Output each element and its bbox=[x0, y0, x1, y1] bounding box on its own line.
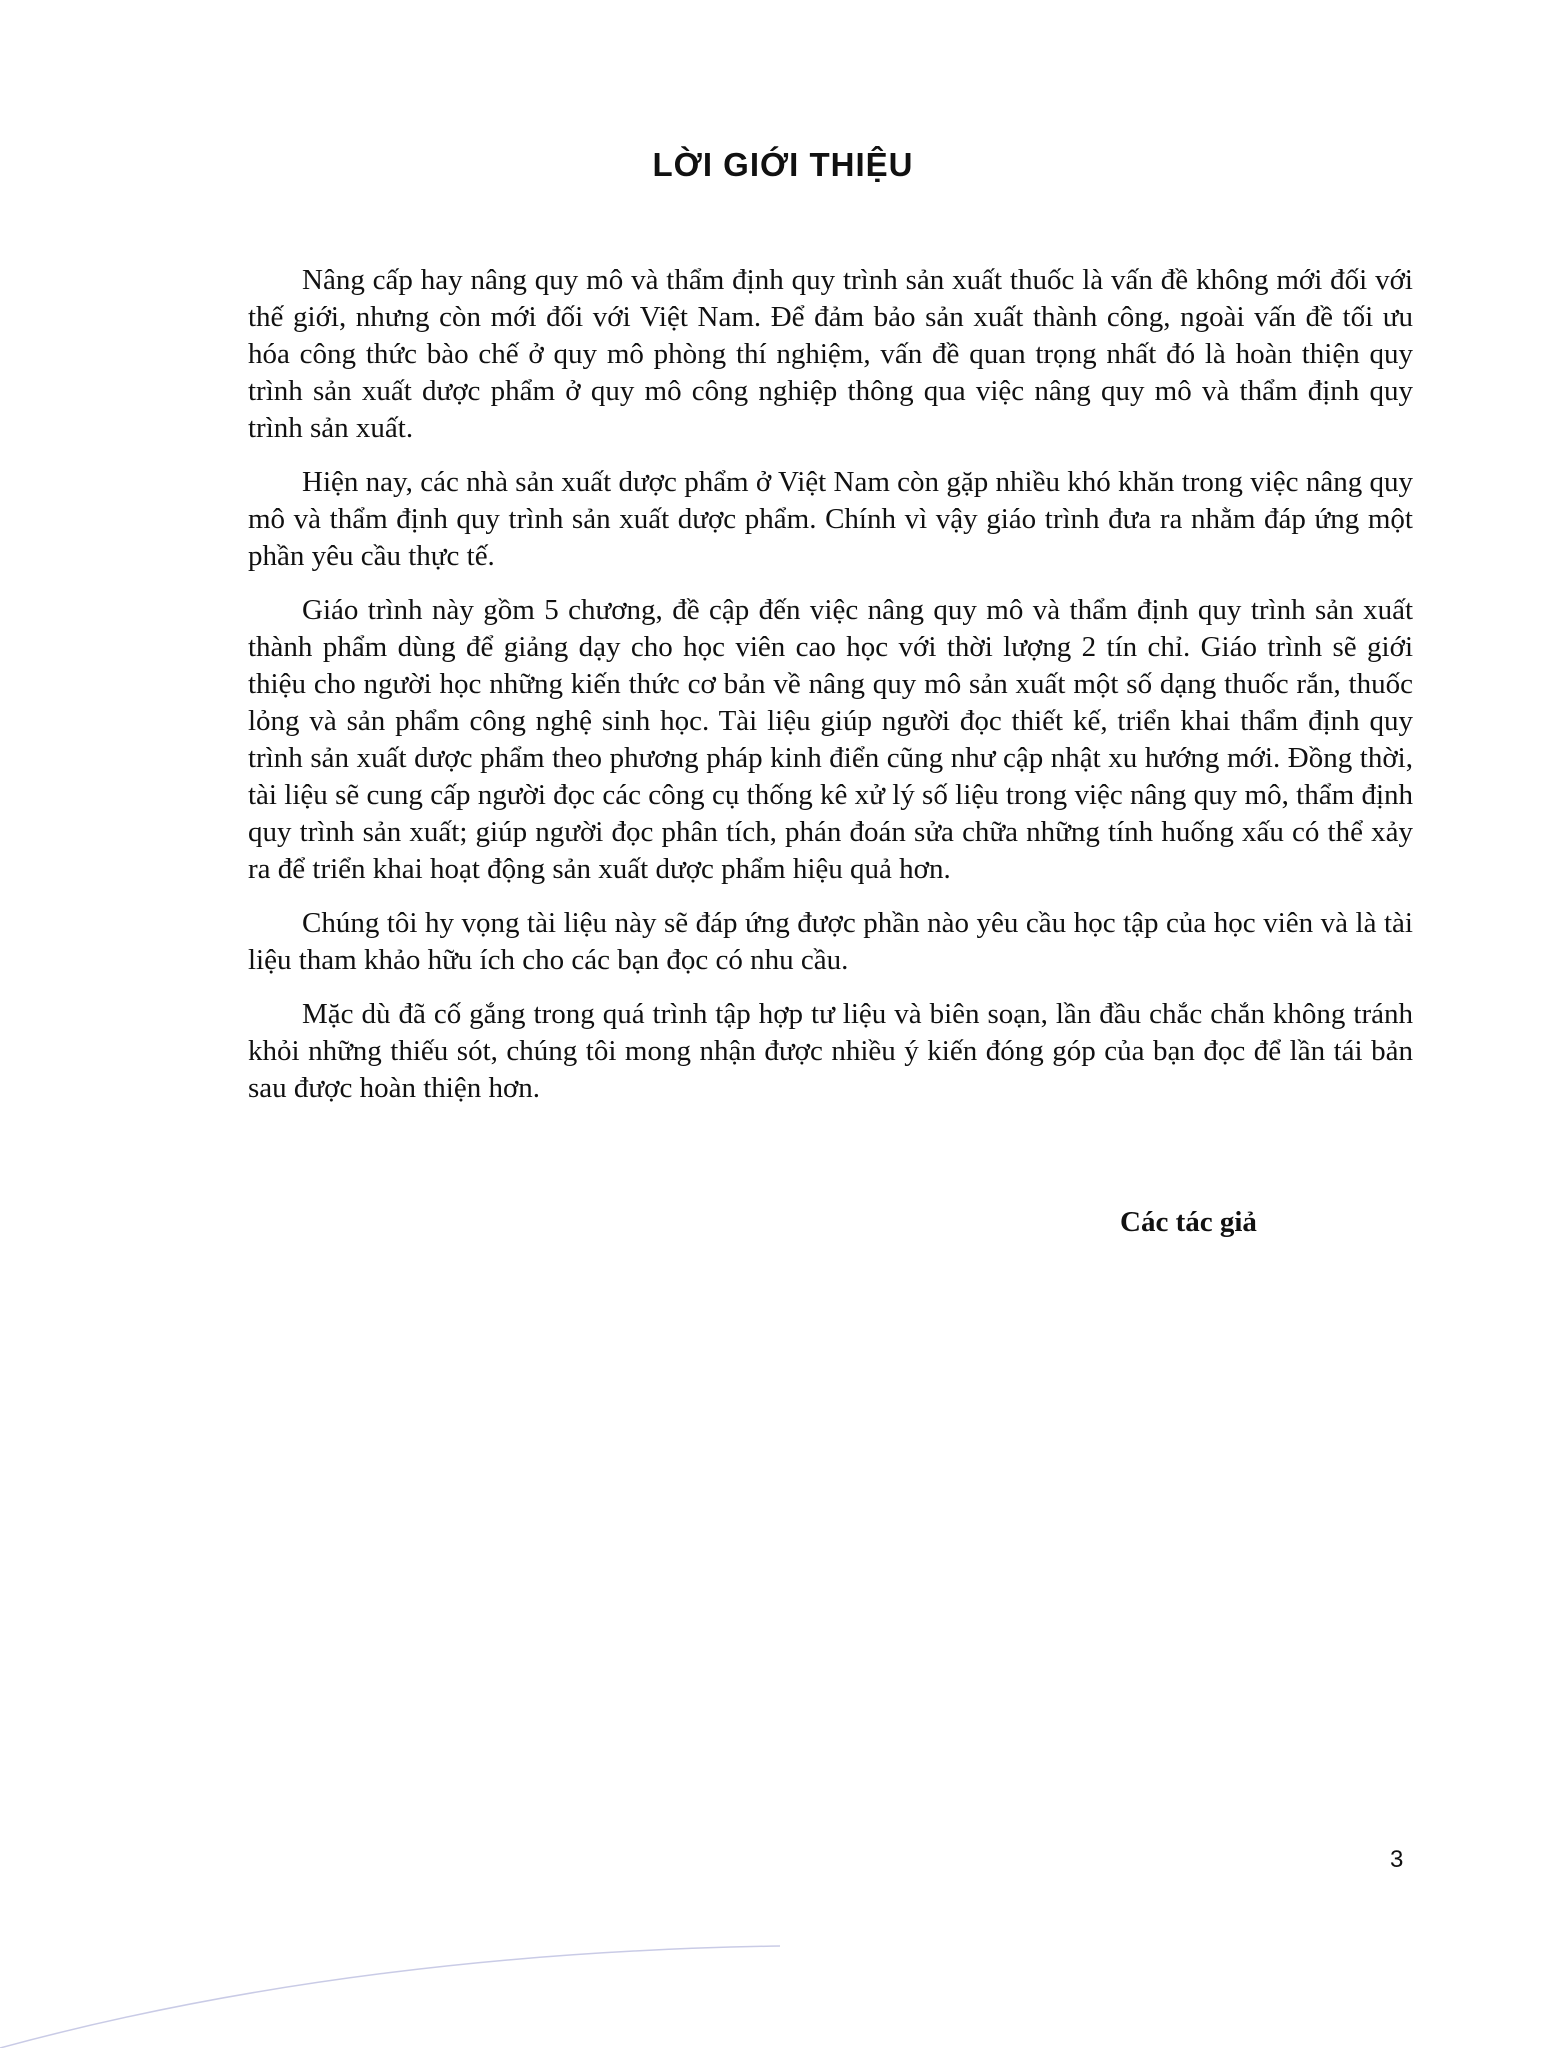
paragraph-2: Hiện nay, các nhà sản xuất dược phẩm ở Việt Nam còn gặp nhiều khó khăn trong việc nâng quy mô và thẩm định quy trình sản xuất dược phẩm. Chính vì vậy giáo trình đưa ra nhằm đáp ứng một phần yêu cầu thực tế. bbox=[248, 466, 1413, 572]
scan-edge-curve bbox=[0, 1940, 1566, 2048]
paragraph-4: Chúng tôi hy vọng tài liệu này sẽ đáp ứng được phần nào yêu cầu học tập của học viên và là tài liệu tham khảo hữu ích cho các bạn đọc có nhu cầu. bbox=[248, 907, 1413, 976]
signature: Các tác giả bbox=[1120, 1206, 1257, 1238]
paragraph-1: Nâng cấp hay nâng quy mô và thẩm định quy trình sản xuất thuốc là vấn đề không mới đối với thế giới, nhưng còn mới đối với Việt Nam. Để đảm bảo sản xuất thành công, ngoài vấn đề tối ưu hóa công thức bào chế ở quy mô phòng thí nghiệm, vấn đề quan trọng nhất đó là hoàn thiện quy trình sản xuất dược phẩm ở quy mô công nghiệp thông qua việc nâng quy mô và thẩm định quy trình sản xuất. bbox=[248, 264, 1413, 444]
paragraph-5: Mặc dù đã cố gắng trong quá trình tập hợp tư liệu và biên soạn, lần đầu chắc chắn không tránh khỏi những thiếu sót, chúng tôi mong nhận được nhiều ý kiến đóng góp của bạn đọc để lần tái bản sau được hoàn thiện hơn. bbox=[248, 998, 1413, 1104]
page-number: 3 bbox=[1390, 1846, 1404, 1873]
body-text bbox=[248, 262, 1413, 1124]
paragraph-3: Giáo trình này gồm 5 chương, đề cập đến việc nâng quy mô và thẩm định quy trình sản xuất thành phẩm dùng để giảng dạy cho học viên cao học với thời lượng 2 tín chỉ. Giáo trình sẽ giới thiệu cho người học những kiến thức cơ bản về nâng quy mô sản xuất một số dạng thuốc rắn, thuốc lỏng và sản phẩm công nghệ sinh học. Tài liệu giúp người đọc thiết kế, triển khai thẩm định quy trình sản xuất dược phẩm theo phương pháp kinh điển cũng như cập nhật xu hướng mới. Đồng thời, tài liệu sẽ cung cấp người đọc các công cụ thống kê xử lý số liệu trong việc nâng quy mô, thẩm định quy trình sản xuất; giúp người đọc phân tích, phán đoán sửa chữa những tính huống xấu có thể xảy ra để triển khai hoạt động sản xuất dược phẩm hiệu quả hơn. bbox=[248, 594, 1413, 885]
page-title: LỜI GIỚI THIỆU bbox=[652, 146, 914, 183]
